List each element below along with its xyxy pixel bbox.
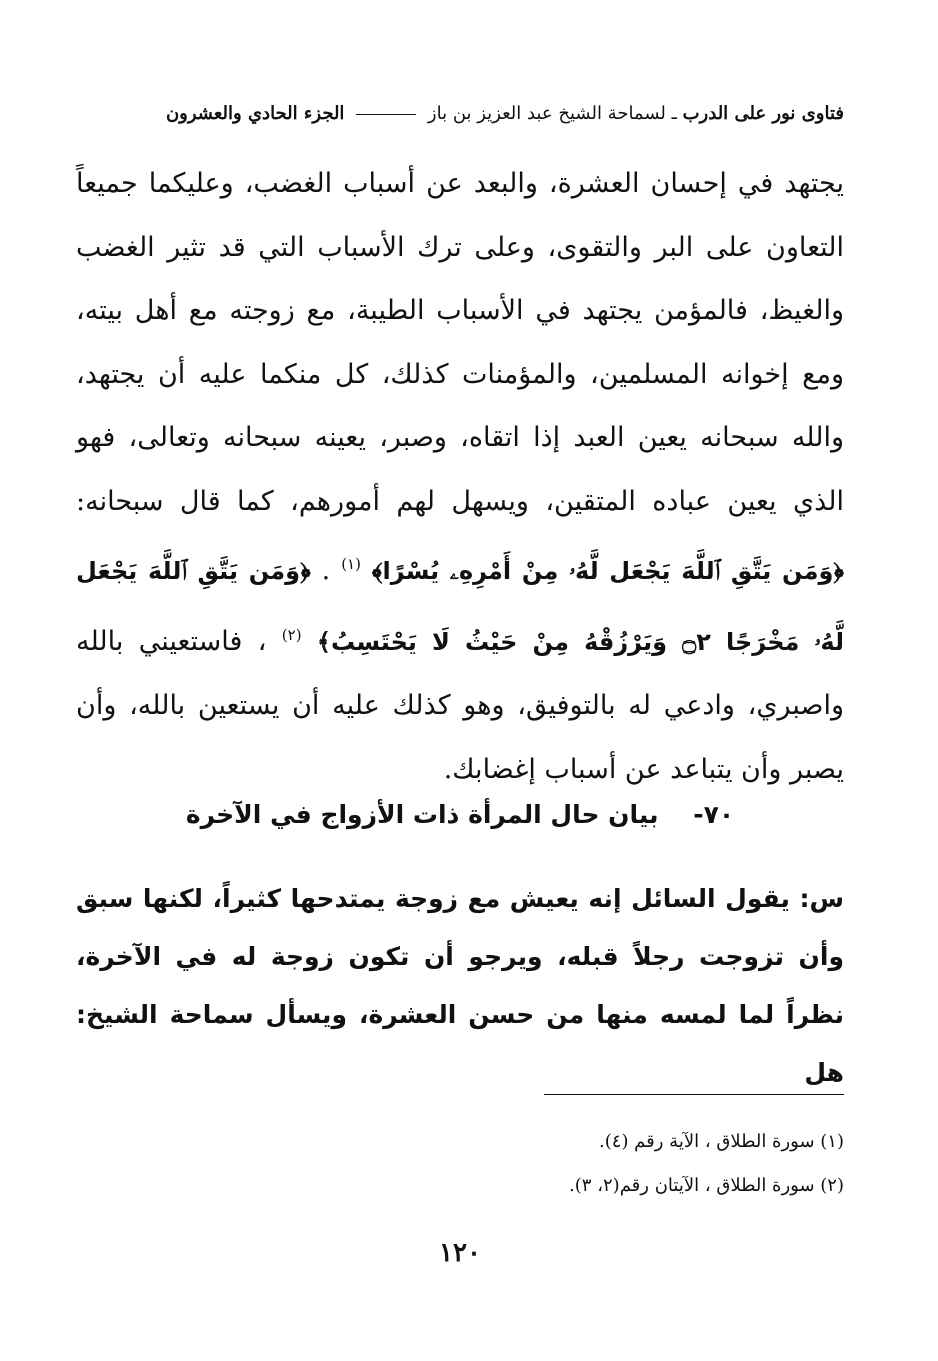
header-book-title: فتاوى نور على الدرب (682, 103, 844, 124)
question-paragraph: س: يقول السائل إنه يعيش مع زوجة يمتدحها كثيراً، لكنها سبق وأن تزوجت رجلاً قبله، ويرجو أن تكون زوجة له في الآخرة، نظراً لما لمسه منها من حسن العشرة، ويسأل سماحة الشيخ: هل (76, 884, 844, 1087)
running-header (76, 102, 844, 126)
paragraph-text: ، فاستعيني بالله واصبري، وادعي له بالتوفيق، وهو كذلك عليه أن يستعين بالله، وأن يصبر وأن يتباعد عن أسباب إغضابك. (76, 625, 844, 785)
page-number: ١٢٠ (439, 1238, 481, 1268)
quran-verse: ﴿وَمَن يَتَّقِ ٱللَّهَ يَجْعَل لَّهُۥ مِنْ أَمْرِهِۦ يُسْرًا﴾ (371, 557, 844, 585)
quran-verse: ﴿وَمَن يَتَّقِ ٱللَّهَ يَجْعَل لَّهُۥ مَخْرَجًا ۝٢ وَيَرْزُقْهُ مِنْ حَيْثُ لَا يَحْتَسِبُ﴾ (76, 557, 845, 656)
header-author: ـ لسماحة الشيخ عبد العزيز بن باز (427, 103, 677, 124)
header-volume: الجزء الحادي والعشرون (165, 103, 345, 124)
book-page (76, 90, 844, 1300)
question-text (76, 870, 844, 1102)
footnotes (76, 1120, 844, 1208)
section-heading (76, 795, 844, 835)
section-title: بيان حال المرأة ذات الأزواج في الآخرة (185, 800, 659, 829)
footnote-divider (544, 1094, 844, 1095)
section-number: ٧٠- (693, 800, 735, 829)
footnote: (٢) سورة الطلاق ، الآيتان رقم(٢، ٣). (569, 1175, 844, 1196)
footnote: (١) سورة الطلاق ، الآية رقم (٤). (599, 1131, 844, 1152)
separator: . (310, 555, 331, 586)
paragraph (76, 152, 844, 801)
body-text (76, 152, 844, 801)
paragraph-text: يجتهد في إحسان العشرة، والبعد عن أسباب الغضب، وعليكما جميعاً التعاون على البر والتقوى، وعلى ترك الأسباب التي قد تثير الغضب والغيظ، فالمؤمن يجتهد في الأسباب الطيبة، مع زوجته مع أهل بيته، ومع إخوانه المسلمين، والمؤمنات كذلك، كل منكما عليه أن يجتهد، والله سبحانه يعين العبد إذا اتقاه، وصبر، يعينه سبحانه وتعالى، فهو الذي يعين عباده المتقين، ويسهل لهم أمورهم، كما قال سبحانه: (76, 168, 844, 517)
header-dash (356, 114, 416, 115)
footnote-ref: (١) (341, 555, 361, 573)
footnote-ref: (٢) (281, 625, 302, 644)
